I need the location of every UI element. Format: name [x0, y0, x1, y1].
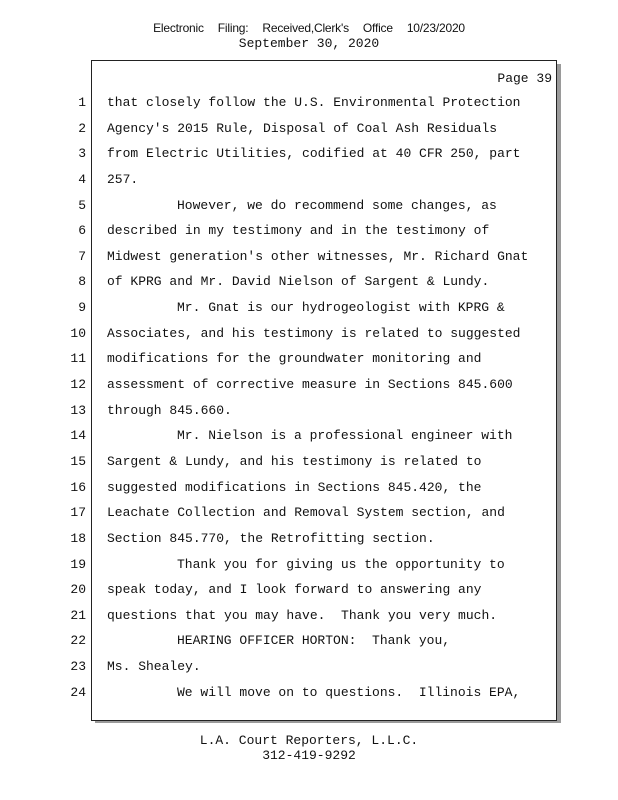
transcript-line — [0, 554, 618, 580]
transcript-line — [0, 656, 618, 682]
filing-word: Electronic — [153, 21, 204, 35]
court-reporter-name: L.A. Court Reporters, L.L.C. — [199, 733, 419, 748]
line-text: suggested modifications in Sections 845.420, the — [107, 479, 482, 495]
transcript-line — [0, 502, 618, 528]
line-number: 4 — [78, 171, 86, 187]
filing-word: Filing: — [217, 21, 249, 35]
line-number: 2 — [78, 120, 86, 136]
line-number: 15 — [70, 453, 86, 469]
line-text: modifications for the groundwater monitoring and — [107, 351, 482, 367]
line-number: 13 — [70, 402, 86, 418]
transcript-lines — [0, 92, 618, 707]
line-text: Ms. Shealey. — [107, 659, 201, 675]
line-number: 14 — [70, 428, 86, 444]
line-text: However, we do recommend some changes, as — [177, 197, 497, 213]
transcript-line — [0, 605, 618, 631]
line-text: Sargent & Lundy, and his testimony is related to — [107, 453, 482, 469]
transcript-line — [0, 195, 618, 221]
line-text: of KPRG and Mr. David Nielson of Sargent & Lundy. — [107, 274, 490, 290]
filing-word: Office — [362, 21, 393, 35]
filing-word: 10/23/2020 — [406, 21, 465, 35]
line-text: Section 845.770, the Retrofitting section. — [107, 530, 435, 546]
transcript-line — [0, 528, 618, 554]
line-number: 22 — [70, 633, 86, 649]
line-text: assessment of corrective measure in Sections 845.600 — [107, 377, 513, 393]
line-text: speak today, and I look forward to answering any — [107, 582, 482, 598]
line-text: 257. — [107, 171, 139, 187]
transcript-line — [0, 477, 618, 503]
line-text: Mr. Nielson is a professional engineer with — [177, 428, 513, 444]
transcript-line — [0, 220, 618, 246]
transcript-line — [0, 297, 618, 323]
line-number: 12 — [70, 377, 86, 393]
transcript-line — [0, 92, 618, 118]
transcript-line — [0, 682, 618, 708]
transcript-line — [0, 374, 618, 400]
transcript-line — [0, 143, 618, 169]
line-text: Midwest generation's other witnesses, Mr. Richard Gnat — [107, 248, 529, 264]
transcript-line — [0, 579, 618, 605]
transcript-line — [0, 400, 618, 426]
line-text: Mr. Gnat is our hydrogeologist with KPRG & — [177, 300, 505, 316]
transcript-line — [0, 169, 618, 195]
filing-word: Received,Clerk's — [262, 21, 349, 35]
line-number: 21 — [70, 607, 86, 623]
transcript-line — [0, 451, 618, 477]
line-text: Leachate Collection and Removal System section, and — [107, 505, 505, 521]
line-number: 23 — [70, 659, 86, 675]
transcript-line — [0, 246, 618, 272]
line-text: that closely follow the U.S. Environmental Protection — [107, 95, 521, 110]
line-text: from Electric Utilities, codified at 40 CFR 250, part — [107, 146, 521, 162]
line-text: questions that you may have. Thank you very much. — [107, 607, 498, 623]
line-number: 9 — [78, 300, 86, 316]
transcript-line — [0, 323, 618, 349]
line-number: 24 — [70, 684, 86, 700]
transcript-line — [0, 630, 618, 656]
line-text: described in my testimony and in the testimony of — [107, 223, 490, 239]
transcript-line — [0, 118, 618, 144]
line-number: 11 — [70, 351, 86, 367]
line-number: 20 — [70, 582, 86, 598]
line-text: through 845.660. — [107, 402, 232, 418]
line-number: 7 — [78, 248, 86, 264]
line-text: Agency's 2015 Rule, Disposal of Coal Ash Residuals — [107, 120, 498, 136]
line-number: 1 — [78, 95, 86, 110]
hearing-date: September 30, 2020 — [238, 36, 380, 51]
page-number: Page 39 — [497, 71, 552, 86]
line-number: 3 — [78, 146, 86, 162]
transcript-line — [0, 348, 618, 374]
line-number: 16 — [70, 479, 86, 495]
line-number: 17 — [70, 505, 86, 521]
line-number: 10 — [70, 325, 86, 341]
electronic-filing-stamp — [0, 21, 618, 35]
line-number: 18 — [70, 530, 86, 546]
line-text: HEARING OFFICER HORTON: Thank you, — [177, 633, 451, 649]
line-text: Thank you for giving us the opportunity to — [177, 556, 505, 572]
line-number: 8 — [78, 274, 86, 290]
line-number: 6 — [78, 223, 86, 239]
line-text: We will move on to questions. Illinois EPA, — [177, 684, 521, 700]
court-reporter-footer — [0, 733, 618, 763]
line-number: 5 — [78, 197, 86, 213]
court-reporter-phone: 312-419-9292 — [262, 748, 356, 763]
line-text: Associates, and his testimony is related to suggested — [107, 325, 521, 341]
transcript-line — [0, 271, 618, 297]
transcript-line — [0, 425, 618, 451]
line-number: 19 — [70, 556, 86, 572]
